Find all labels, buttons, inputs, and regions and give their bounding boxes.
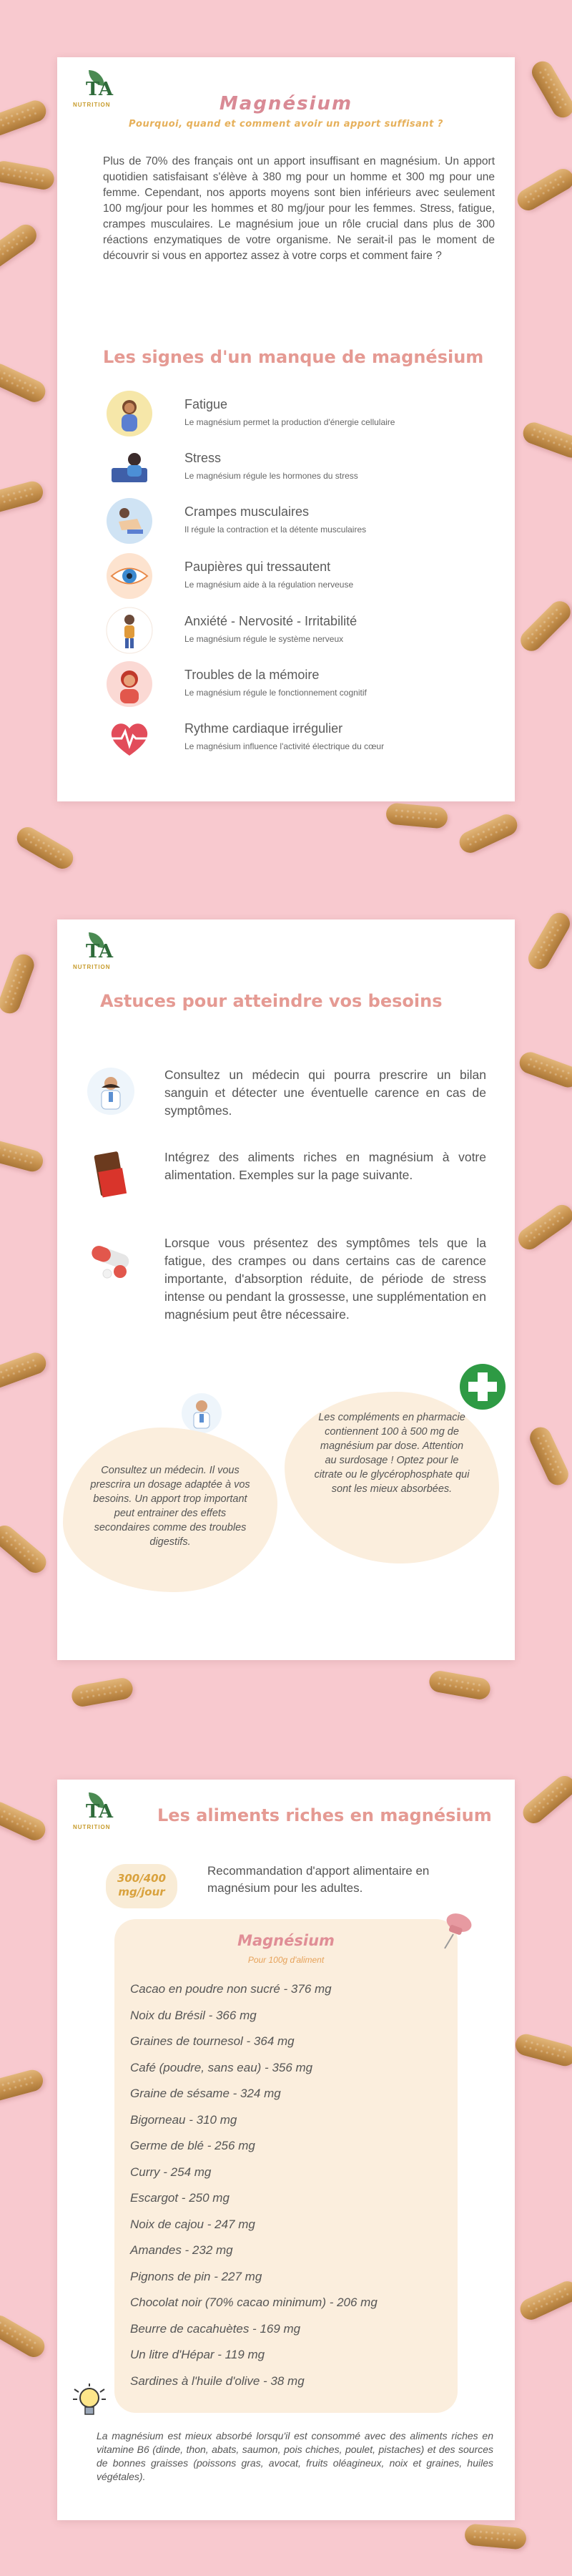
page-subtitle: Pourquoi, quand et comment avoir un apport suffisant ? — [129, 119, 443, 130]
capsule-decoration — [0, 220, 41, 273]
signs-section-title: Les signes d'un manque de magnésium — [103, 347, 484, 367]
capsule-decoration — [385, 802, 448, 829]
sign-item-anxiety — [106, 607, 506, 657]
sign-item-memory — [106, 660, 506, 711]
food-item: Graines de tournesol - 364 mg — [130, 2034, 295, 2048]
capsule-icon — [86, 1234, 136, 1284]
food-item: Un litre d'Hépar - 119 mg — [130, 2348, 265, 2361]
sign-item-heart — [106, 714, 506, 764]
logo-subtitle: NUTRITION — [73, 1824, 111, 1830]
sign-title: Troubles de la mémoire — [184, 668, 320, 682]
capsule-decoration — [0, 2312, 49, 2361]
food-item: Escargot - 250 mg — [130, 2191, 230, 2205]
capsule-decoration — [518, 1772, 572, 1828]
sign-description: Le magnésium régule le fonctionnement cognitif — [184, 688, 367, 698]
sign-title: Crampes musculaires — [184, 504, 310, 519]
page-magnesium-foods — [57, 1780, 515, 2520]
push-pin-icon — [436, 1908, 479, 1951]
logo-letters: TA — [86, 941, 114, 962]
stress-icon — [106, 444, 153, 491]
capsule-decoration — [0, 479, 45, 515]
chocolate-icon — [86, 1148, 136, 1199]
foods-panel — [114, 1919, 458, 2413]
sign-title: Rythme cardiaque irrégulier — [184, 721, 343, 736]
capsule-decoration — [70, 1677, 134, 1708]
capsule-decoration — [526, 1424, 572, 1489]
note-consult-doctor: Consultez un médecin. Il vous prescrira un dosage adaptée à vos besoins. Un apport trop important peut entrainer des effets secondaires comme des troubles digestifs. — [63, 1428, 277, 1592]
food-item: Chocolat noir (70% cacao minimum) - 206 mg — [130, 2296, 378, 2309]
capsule-decoration — [528, 57, 572, 121]
logo-subtitle: NUTRITION — [73, 964, 111, 970]
logo-letters: TA — [86, 79, 114, 100]
foods-list — [130, 1976, 378, 2394]
food-item: Curry - 254 mg — [130, 2165, 212, 2179]
page-title: Magnésium — [219, 93, 353, 114]
pharmacy-cross-icon — [459, 1363, 506, 1410]
tip-text: Consultez un médecin qui pourra prescrire un bilan sanguin et détecter une éventuelle carence en cas de symptômes. — [164, 1068, 486, 1118]
capsule-decoration — [513, 2031, 572, 2068]
fatigue-icon — [106, 390, 153, 437]
tip-item-chocolate — [86, 1148, 486, 1213]
sign-item-eyelids — [106, 552, 506, 602]
capsule-decoration — [516, 1049, 572, 1091]
note-pharmacy-supplements: Les compléments en pharmacie contiennent 100 à 500 mg de magnésium par dose. Attention au surdosage ! Optez pour le citrate ou le glycérophosphate qui sont les mieux absorbées. — [285, 1392, 499, 1563]
sign-description: Le magnésium influence l'activité électrique du cœur — [184, 741, 385, 751]
sign-description: Le magnésium aide à la régulation nerveuse — [184, 580, 354, 590]
sign-item-cramps — [106, 497, 506, 547]
food-item: Bigorneau - 310 mg — [130, 2112, 237, 2127]
capsule-decoration — [0, 160, 56, 191]
capsule-decoration — [514, 1201, 572, 1254]
heart-icon — [106, 714, 153, 761]
tip-text: Intégrez des aliments riches en magnésium à votre alimentation. Exemples sur la page suivante. — [164, 1150, 486, 1182]
intro-paragraph: Plus de 70% des français ont un apport insuffisant en magnésium. Un apport quotidien satisfaisant s'élève à 380 mg pour un homme et 300 mg pour une femme. Cependant, nos apports moyens sont bien inférieurs avec seulement 100 mg/jour pour les hommes et 80 mg/jour pour les femmes. Stress, fatigue, crampes musculaires. Le magnésium joue un rôle crucial dans plus de 300 réactions enzymatiques de votre organisme. Ne serait-il pas le moment de découvrir si vous en apportez assez à votre corps et comment faire ? — [103, 155, 495, 262]
lightbulb-icon — [72, 2382, 107, 2425]
tip-item-doctor — [86, 1066, 486, 1123]
sign-item-stress — [106, 444, 506, 494]
food-item: Café (poudre, sans eau) - 356 mg — [130, 2060, 313, 2074]
capsule-decoration — [516, 597, 572, 655]
capsule-decoration — [0, 2067, 45, 2104]
capsule-decoration — [517, 2278, 572, 2323]
capsule-decoration — [0, 1350, 49, 1391]
foods-panel-subtitle: Pour 100g d'aliment — [247, 1955, 325, 1965]
sign-description: Le magnésium régule les hormones du stress — [184, 471, 358, 481]
tip-item-supplement — [86, 1234, 486, 1363]
food-item: Noix de cajou - 247 mg — [130, 2217, 255, 2231]
capsule-decoration — [456, 811, 521, 857]
anxiety-icon — [106, 607, 153, 654]
absorption-footnote: La magnésium est mieux absorbé lorsqu'il est consommé avec des aliments riches en vitamine B6 (dinde, thon, abats, saumon, pois chiches, poulet, pistaches) et des sources de bonnes graisses (poissons gras, avocat, fruits oléagineux, noix et graines, huiles végétales). — [97, 2430, 493, 2482]
capsule-decoration — [0, 97, 49, 139]
page-magnesium-overview — [57, 57, 515, 801]
sign-title: Paupières qui tressautent — [184, 560, 331, 574]
food-item: Germe de blé - 256 mg — [130, 2139, 255, 2152]
tips-section-title: Astuces pour atteindre vos besoins — [100, 991, 443, 1011]
sign-description: Il régule la contraction et la détente musculaires — [184, 525, 367, 535]
capsule-decoration — [428, 1669, 492, 1701]
capsule-decoration — [513, 165, 572, 215]
sign-title: Stress — [184, 451, 222, 465]
capsule-decoration — [0, 360, 49, 406]
food-item: Pignons de pin - 227 mg — [130, 2269, 262, 2283]
logo-letters: TA — [86, 1801, 114, 1823]
capsule-decoration — [0, 1137, 45, 1174]
recommendation-text: Recommandation d'apport alimentaire en magnésium pour les adultes. — [207, 1864, 430, 1895]
sign-item-fatigue — [106, 390, 506, 440]
eye-icon — [106, 552, 153, 600]
food-item: Beurre de cacahuètes - 169 mg — [130, 2321, 301, 2336]
capsule-decoration — [0, 951, 37, 1016]
capsule-decoration — [525, 909, 572, 972]
capsule-decoration — [464, 2523, 527, 2550]
sign-description: Le magnésium permet la production d'énergie cellulaire — [184, 417, 395, 427]
food-item: Noix du Brésil - 366 mg — [130, 2008, 257, 2022]
capsule-decoration — [520, 419, 572, 461]
ta-nutrition-logo — [73, 1792, 123, 1835]
daily-intake-badge: 300/400 mg/jour — [106, 1864, 177, 1908]
capsule-decoration — [0, 1521, 51, 1577]
memory-icon — [106, 660, 153, 708]
capsule-decoration — [13, 824, 77, 873]
capsule-decoration — [0, 1798, 49, 1844]
sign-title: Anxiété - Nervosité - Irritabilité — [184, 614, 358, 628]
ta-nutrition-logo — [73, 932, 123, 975]
food-item: Amandes - 232 mg — [130, 2243, 233, 2257]
tip-text: Lorsque vous présentez des symptômes tels que la fatigue, des crampes ou dans certains cas de carence importante, d'absorption réduite, de période de stress intense ou pendant la grossesse, une supplémentation en magnésium peut être nécessaire. — [164, 1236, 486, 1322]
logo-subtitle: NUTRITION — [73, 102, 111, 108]
sign-title: Fatigue — [184, 397, 228, 411]
cramp-icon — [106, 497, 153, 545]
page-tips — [57, 919, 515, 1660]
food-item: Graine de sésame - 324 mg — [130, 2087, 281, 2100]
foods-section-title: Les aliments riches en magnésium — [157, 1805, 492, 1825]
food-item: Cacao en poudre non sucré - 376 mg — [130, 1982, 332, 1996]
foods-panel-title: Magnésium — [237, 1932, 335, 1949]
doctor-icon — [86, 1066, 136, 1116]
food-item: Sardines à l'huile d'olive - 38 mg — [130, 2373, 305, 2388]
doctor-small-icon — [180, 1392, 223, 1435]
sign-description: Le magnésium régule le système nerveux — [184, 634, 344, 644]
